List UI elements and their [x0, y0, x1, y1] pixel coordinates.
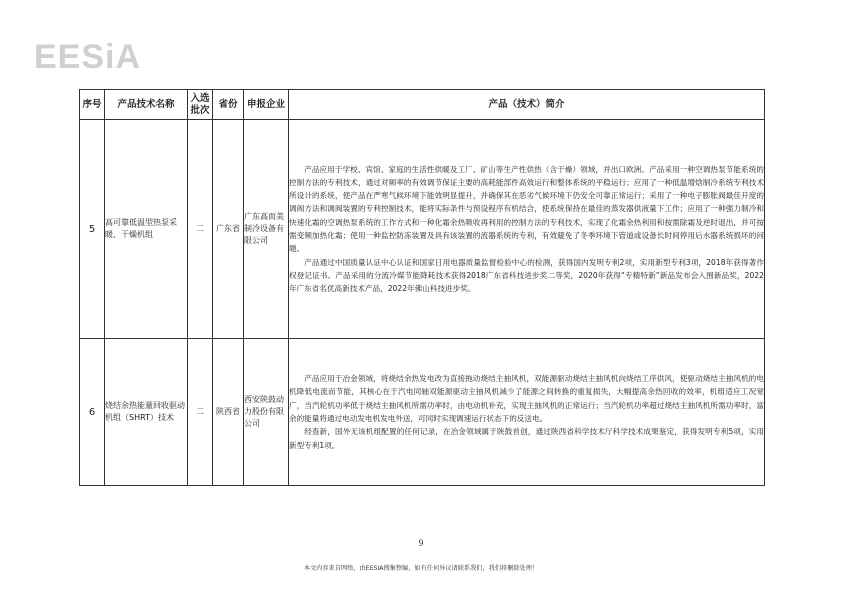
- intro-paragraph: 产品应用于学校、宾馆、家庭的生活性供暖及工厂、矿山等生产性供热（含干燥）领域，并出口欧洲。产品采用一种空调热泵节能系统的控制方法的专利技术，通过对频率的有效调节保证主要的高耗能部件高效运行和整体系统的平稳运行；应用了一种低温增焓制冷系统专利技术所设计的系统，使产品在严寒气候环境下能效明显提升，并确保其在恶劣气候环境下仍安全可靠正常运行；采用了一种电子膨胀阀最佳开度的调阀方法和调阀装置的专利控制技术，能将实际条件与预设程序有机结合，使系统保持在最佳的蒸发器供液量下工作；应用了一种强力制冷和快速化霜的空调热泵系统的工作方式和一种化霜余热吸收再利用的控制方法的专利技术，实现了化霜余热利用和按需除霜及逆时退出，并可按需变频加热化霜；使用一种监控防冻装置及具有该装置的流器系统的专利，有效避免了冬季环境下管道或设备长时间停用后水器系统损坏的问题。: [289, 164, 764, 254]
- row-province: 广东省: [213, 120, 244, 339]
- table-row: [80, 120, 765, 339]
- row-product-name: 烧结余热能量回收驱动机组（SHRT）技术: [105, 339, 188, 486]
- intro-paragraph: 产品通过中国质量认证中心认证和国家日用电器质量监督检验中心的检测，获得国内发明专利2项，实用新型专利3项，2018年获得著作权登记证书。产品采用的分流冷媒节能降耗技术获得2018广东省科技进步奖二等奖，2020年获得“专精特新”新品发布会入围新品奖，2022年广东省名优高新技术产品，2022年佛山科技进步奖。: [289, 257, 764, 294]
- table-row: [80, 339, 765, 486]
- table-header-row: [80, 90, 765, 120]
- header-name: 产品技术名称: [105, 90, 188, 120]
- header-company: 申报企业: [244, 90, 289, 120]
- header-province: 省份: [213, 90, 244, 120]
- header-batch: 入选批次: [188, 90, 213, 120]
- page-number: 9: [418, 538, 424, 548]
- row-product-name: 高可靠低温型热泵采暖、干燥机组: [105, 120, 188, 339]
- row-batch: 二: [188, 339, 213, 486]
- header-no: 序号: [80, 90, 105, 120]
- row-province: 陕西省: [213, 339, 244, 486]
- row-no: 6: [80, 339, 105, 486]
- intro-paragraph: 经查新，国外无该机组配置的任何记录，在冶金领域属于陕鼓首创，通过陕西省科学技术厅科学技术成果鉴定，获得发明专利5项，实用新型专利1项。: [289, 427, 764, 450]
- eesia-logo: EESiA: [34, 38, 142, 76]
- header-intro: 产品（技术）简介: [289, 90, 765, 120]
- row-company: 广东高而美制冷设备有限公司: [244, 120, 289, 339]
- row-company: 西安陕鼓动力股份有限公司: [244, 339, 289, 486]
- footer-disclaimer: 本文内容来自网络，由EESIA搜集整编，如有任何异议请联系我们，我们将删除处理！: [303, 565, 539, 572]
- intro-paragraph: 产品应用于冶金领域，将烧结余热发电改为直接拖动烧结主抽风机，双能源驱动烧结主抽风机向烧结工序供风，使驱动烧结主抽风机的电机降低电流而节能，其核心在于汽电同轴双能源驱动主抽风机减少了能源之间转换的重复损失，大幅提高余热回收的效率，机组适应工况宽广，当汽轮机功率低于烧结主抽风机所需功率时，由电动机补充，实现主抽风机的正常运行；当汽轮机功率超过烧结主抽风机所需功率时，富余的能量将通过电动发电机发电外送，可同时实现调速运行状态下的反送电。: [289, 374, 764, 423]
- row-intro: [289, 120, 765, 339]
- row-intro: [289, 339, 765, 486]
- row-batch: 二: [188, 120, 213, 339]
- product-table: [79, 89, 765, 486]
- row-no: 5: [80, 120, 105, 339]
